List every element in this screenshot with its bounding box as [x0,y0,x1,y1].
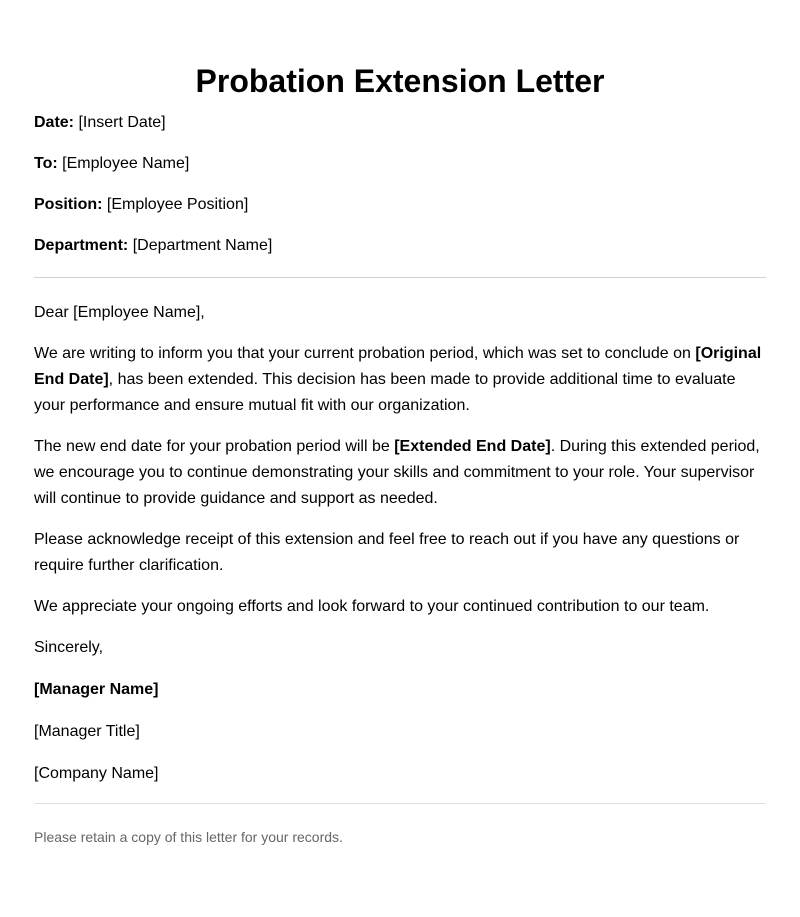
paragraph-1-text-end: , has been extended. This decision has been made to provide additional time to evaluate your performance and ensure mutual fit with our organization. [34,371,736,414]
paragraph-new-end-date [34,434,766,512]
position-label: Position: [34,196,103,213]
manager-title: [Manager Title] [34,723,140,740]
letter-meta [34,113,766,256]
letter-body [34,300,766,787]
department-label: Department: [34,237,129,254]
footer-divider [34,803,766,804]
paragraph-extension-notice [34,341,766,419]
paragraph-2-text-end: . During this extended period, we encourage you to continue demonstrating your skills and commitment to your role. Your supervisor will continue to provide guidance and support as needed. [34,438,760,507]
paragraph-acknowledge: Please acknowledge receipt of this extension and feel free to reach out if you have any questions or require further clarification. [34,531,740,574]
salutation: Dear [Employee Name], [34,304,205,321]
paragraph-1-text-start: We are writing to inform you that your current probation period, which was set to conclude on [34,345,696,362]
footer-note: Please retain a copy of this letter for your records. [34,829,343,845]
to-value: [Employee Name] [62,155,190,172]
paragraph-2-text-start: The new end date for your probation period will be [34,438,395,455]
manager-name: [Manager Name] [34,681,159,698]
position-row [34,195,766,215]
department-row [34,236,766,256]
company-name: [Company Name] [34,765,159,782]
original-end-date: [Original End Date] [34,345,762,388]
date-label: Date: [34,114,75,131]
date-value: [Insert Date] [78,114,166,131]
header-divider [34,277,766,278]
to-label: To: [34,155,58,172]
paragraph-appreciation: We appreciate your ongoing efforts and look forward to your continued contribution to our team. [34,598,710,615]
position-value: [Employee Position] [106,196,249,213]
date-row [34,113,766,133]
extended-end-date: [Extended End Date] [394,438,551,455]
to-row [34,154,766,174]
department-value: [Department Name] [132,237,273,254]
closing: Sincerely, [34,639,104,656]
page-title: Probation Extension Letter [195,63,605,99]
